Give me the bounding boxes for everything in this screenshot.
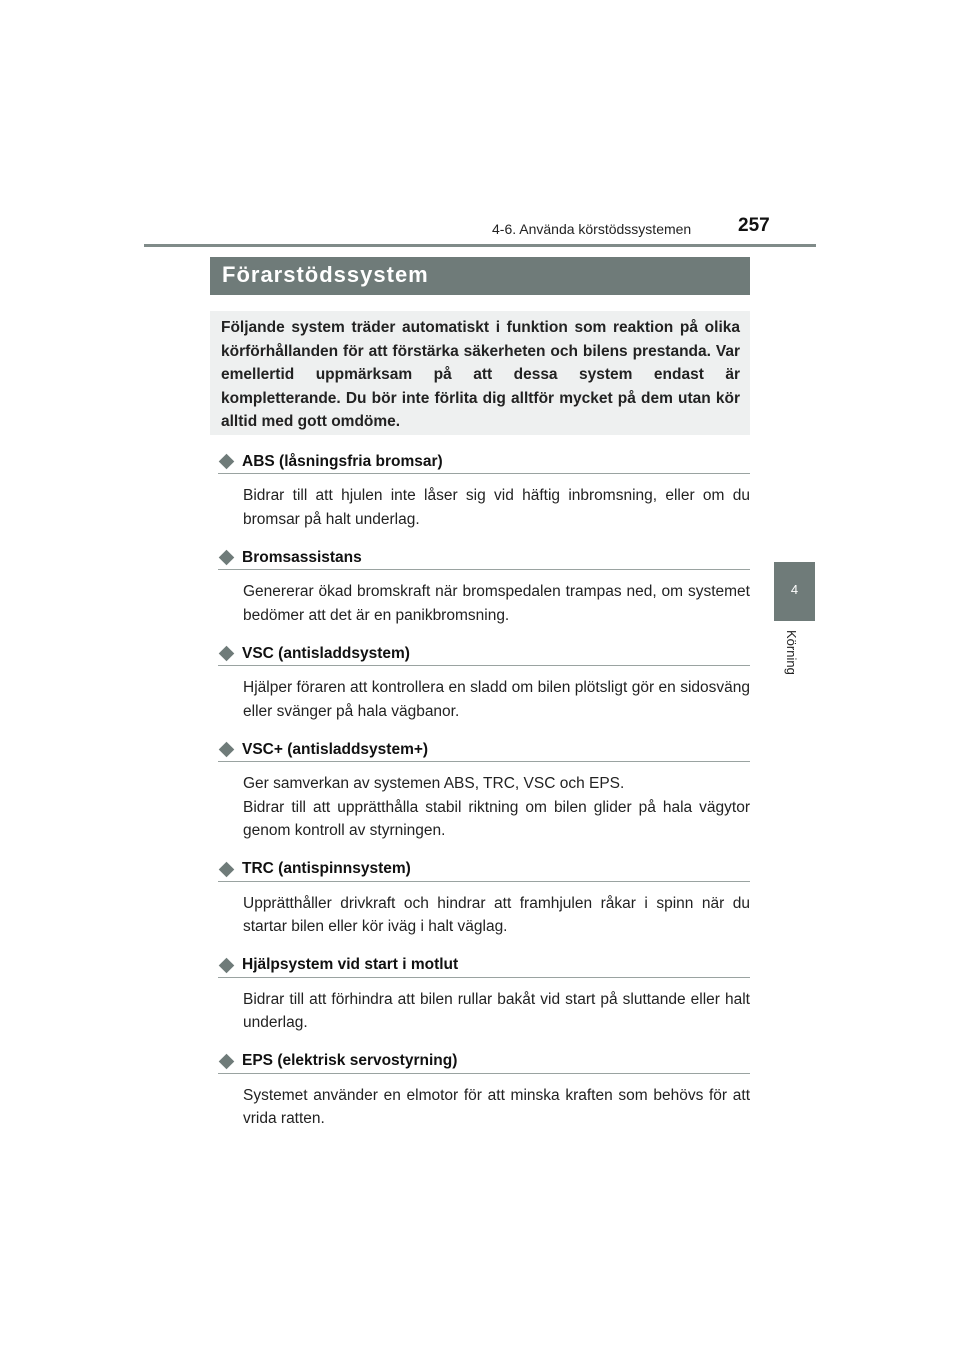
section-title: EPS (elektrisk servostyrning) (242, 1052, 458, 1069)
chapter-tab (774, 562, 815, 621)
page-title: Förarstödssystem (222, 262, 429, 287)
section-paragraph: Upprätthåller drivkraft och hindrar att framhjulen råkar i spinn när du startar bilen eller kör iväg i halt väglag. (243, 894, 750, 935)
section-paragraph: Genererar ökad bromskraft när bromspedalen trampas ned, om systemet bedömer att det är en panikbromsning. (243, 583, 750, 624)
diamond-bullet-icon (219, 454, 235, 470)
section-abs (218, 450, 750, 531)
section-heading (218, 1050, 750, 1074)
section-body (243, 580, 750, 627)
section-title: TRC (antispinnsystem) (242, 860, 411, 877)
header-divider (144, 244, 816, 247)
diamond-bullet-icon (219, 1053, 235, 1069)
section-title: Hjälpsystem vid start i motlut (242, 956, 459, 973)
page-title-band (210, 257, 750, 295)
running-header-section: 4-6. Använda körstödssystemen (492, 221, 692, 237)
section-list (218, 450, 750, 1146)
section-title: VSC+ (antisladdsystem+) (242, 740, 429, 758)
section-body (243, 892, 750, 939)
section-paragraph: Bidrar till att upprätthålla stabil riktning om bilen glider på hala vägytor genom kontroll av styrningen. (243, 798, 750, 839)
chapter-number: 4 (790, 582, 799, 597)
section-eps (218, 1050, 750, 1131)
section-paragraph: Ger samverkan av systemen ABS, TRC, VSC och EPS. (243, 775, 625, 792)
section-body (243, 772, 750, 843)
section-heading (218, 954, 750, 978)
intro-box (210, 311, 750, 435)
diamond-bullet-icon (219, 742, 235, 758)
section-title: Bromsassistans (242, 548, 362, 566)
section-paragraph: Hjälper föraren att kontrollera en sladd om bilen plötsligt gör en sidosväng eller svänger på hala vägbanor. (243, 679, 750, 720)
section-hill-start-assist (218, 954, 750, 1035)
section-body (243, 1084, 750, 1131)
section-body (243, 676, 750, 723)
section-paragraph: Systemet använder en elmotor för att minska kraften som behövs för att vrida ratten. (243, 1086, 750, 1127)
section-paragraph: Bidrar till att hjulen inte låser sig vid häftig inbromsning, eller om du bromsar på halt underlag. (243, 487, 750, 528)
section-heading (218, 450, 750, 474)
section-title: VSC (antisladdsystem) (242, 644, 410, 662)
section-brake-assist (218, 546, 750, 627)
section-title: ABS (låsningsfria bromsar) (242, 452, 443, 470)
section-paragraph: Bidrar till att förhindra att bilen rullar bakåt vid start på sluttande eller halt underlag. (243, 990, 750, 1031)
section-heading (218, 858, 750, 882)
section-vsc (218, 642, 750, 723)
diamond-bullet-icon (219, 550, 235, 566)
section-body (243, 484, 750, 531)
section-trc (218, 858, 750, 939)
intro-text: Följande system träder automatiskt i funktion som reaktion på olika körförhållanden för att förstärka säkerheten och bilens prestanda. Var emellertid uppmärksam på att dessa system endast är kompletterande. Du bör inte förlita dig alltför mycket på dem utan kör alltid med gott omdöme. (221, 319, 740, 430)
section-heading (218, 546, 750, 570)
section-vsc-plus (218, 738, 750, 843)
section-heading (218, 738, 750, 762)
diamond-bullet-icon (219, 646, 235, 662)
section-body (243, 988, 750, 1035)
page-number: 257 (738, 215, 770, 236)
chapter-label: Körning (784, 630, 799, 675)
diamond-bullet-icon (219, 957, 235, 973)
diamond-bullet-icon (219, 861, 235, 877)
section-heading (218, 642, 750, 666)
